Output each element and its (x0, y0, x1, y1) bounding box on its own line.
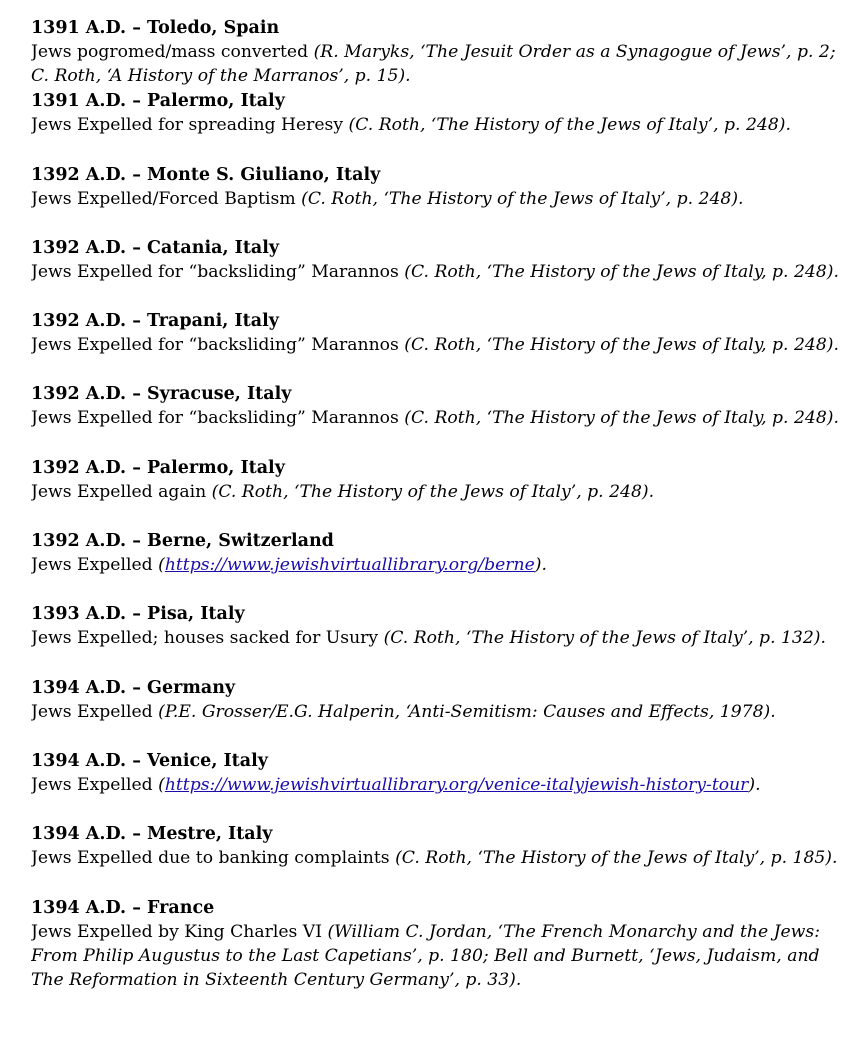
entry-text: Jews Expelled (31, 555, 159, 576)
citation-open-paren: ( (158, 555, 165, 576)
entry-heading: 1392 A.D. – Berne, Switzerland (31, 531, 334, 552)
entry-heading: 1391 A.D. – Palermo, Italy (31, 91, 285, 112)
entry-citation: (C. Roth, ‘The History of the Jews of Italy’, p. 132). (383, 628, 826, 649)
entry-heading: 1392 A.D. – Trapani, Italy (31, 311, 279, 332)
entry-citation: (C. Roth, ‘The History of the Jews of Italy, p. 248). (404, 261, 839, 282)
entry-citation: (P.E. Grosser/E.G. Halperin, ‘Anti-Semitism: Causes and Effects, 1978). (158, 701, 776, 722)
entry-citation: (C. Roth, ‘The History of the Jews of Italy’, p. 248). (211, 481, 655, 502)
entry-body (31, 773, 851, 797)
entry-heading: 1392 A.D. – Syracuse, Italy (31, 384, 292, 405)
entry-heading: 1394 A.D. – Germany (31, 677, 236, 698)
entry-heading: 1393 A.D. – Pisa, Italy (31, 604, 245, 625)
entry-body (31, 846, 851, 870)
entry-body (31, 480, 851, 504)
timeline-entry (31, 236, 851, 309)
entry-citation: (R. Maryks, ‘The Jesuit Order as a Synagogue of Jews’, p. 2; C. Roth, ‘A History of the Marranos’, p. 15). (31, 42, 836, 87)
entry-body (31, 553, 851, 577)
entry-body (31, 187, 851, 211)
entry-heading: 1391 A.D. – Toledo, Spain (31, 18, 280, 38)
timeline-entries (31, 16, 851, 992)
source-link[interactable]: https://www.jewishvirtuallibrary.org/berne (164, 555, 535, 576)
entry-text: Jews Expelled again (31, 481, 212, 502)
entry-citation: (William C. Jordan, ‘The French Monarchy and the Jews: From Philip Augustus to the Last Capetians’, p. 180; Bell and Burnett, ‘Jews, Judaism, and The Reformation in Sixteenth Century Germany’, p. 33). (31, 921, 820, 991)
entry-text: Jews Expelled; houses sacked for Usury (31, 628, 384, 649)
entry-text: Jews Expelled for “backsliding” Marannos (31, 261, 405, 282)
entry-citation: (C. Roth, ‘The History of the Jews of Italy, p. 248). (404, 335, 839, 356)
entry-text: Jews Expelled/Forced Baptism (31, 188, 302, 209)
entry-text: Jews Expelled by King Charles VI (31, 921, 328, 942)
timeline-entry (31, 822, 851, 895)
entry-text: Jews Expelled for “backsliding” Marannos (31, 335, 405, 356)
entry-body (31, 333, 851, 357)
entry-heading: 1392 A.D. – Palermo, Italy (31, 457, 285, 478)
entry-text: Jews pogromed/mass converted (31, 42, 314, 62)
entry-heading: 1394 A.D. – France (31, 897, 215, 918)
entry-heading: 1394 A.D. – Venice, Italy (31, 750, 268, 771)
entry-heading: 1392 A.D. – Catania, Italy (31, 237, 280, 258)
source-link[interactable]: https://www.jewishvirtuallibrary.org/venice-italyjewish-history-tour (164, 774, 749, 795)
entry-body (31, 406, 851, 430)
timeline-entry (31, 749, 851, 822)
timeline-entry (31, 163, 851, 236)
entry-heading: 1392 A.D. – Monte S. Giuliano, Italy (31, 164, 381, 185)
timeline-entry (31, 676, 851, 749)
citation-open-paren: ( (158, 774, 165, 795)
timeline-entry (31, 456, 851, 529)
entry-text: Jews Expelled (31, 774, 159, 795)
timeline-entry (31, 896, 851, 993)
entry-body (31, 260, 851, 284)
timeline-entry (31, 89, 851, 162)
entry-citation: (C. Roth, ‘The History of the Jews of Italy’, p. 185). (395, 848, 838, 869)
entry-text: Jews Expelled for spreading Heresy (31, 115, 349, 136)
entry-text: Jews Expelled due to banking complaints (31, 848, 396, 869)
timeline-entry (31, 529, 851, 602)
entry-body (31, 920, 851, 993)
entry-citation: (C. Roth, ‘The History of the Jews of Italy, p. 248). (404, 408, 839, 429)
entry-citation: (C. Roth, ‘The History of the Jews of Italy’, p. 248). (301, 188, 744, 209)
citation-close-paren: ). (534, 555, 547, 576)
entry-body (31, 626, 851, 650)
entry-heading: 1394 A.D. – Mestre, Italy (31, 824, 273, 845)
entry-text: Jews Expelled for “backsliding” Marannos (31, 408, 405, 429)
entry-body (31, 700, 851, 724)
timeline-entry (31, 16, 851, 89)
entry-citation: (C. Roth, ‘The History of the Jews of Italy’, p. 248). (348, 115, 791, 136)
timeline-entry (31, 309, 851, 382)
timeline-entry (31, 602, 851, 675)
timeline-entry (31, 382, 851, 455)
entry-body (31, 113, 851, 137)
entry-body (31, 40, 851, 89)
entry-text: Jews Expelled (31, 701, 159, 722)
citation-close-paren: ). (748, 774, 761, 795)
